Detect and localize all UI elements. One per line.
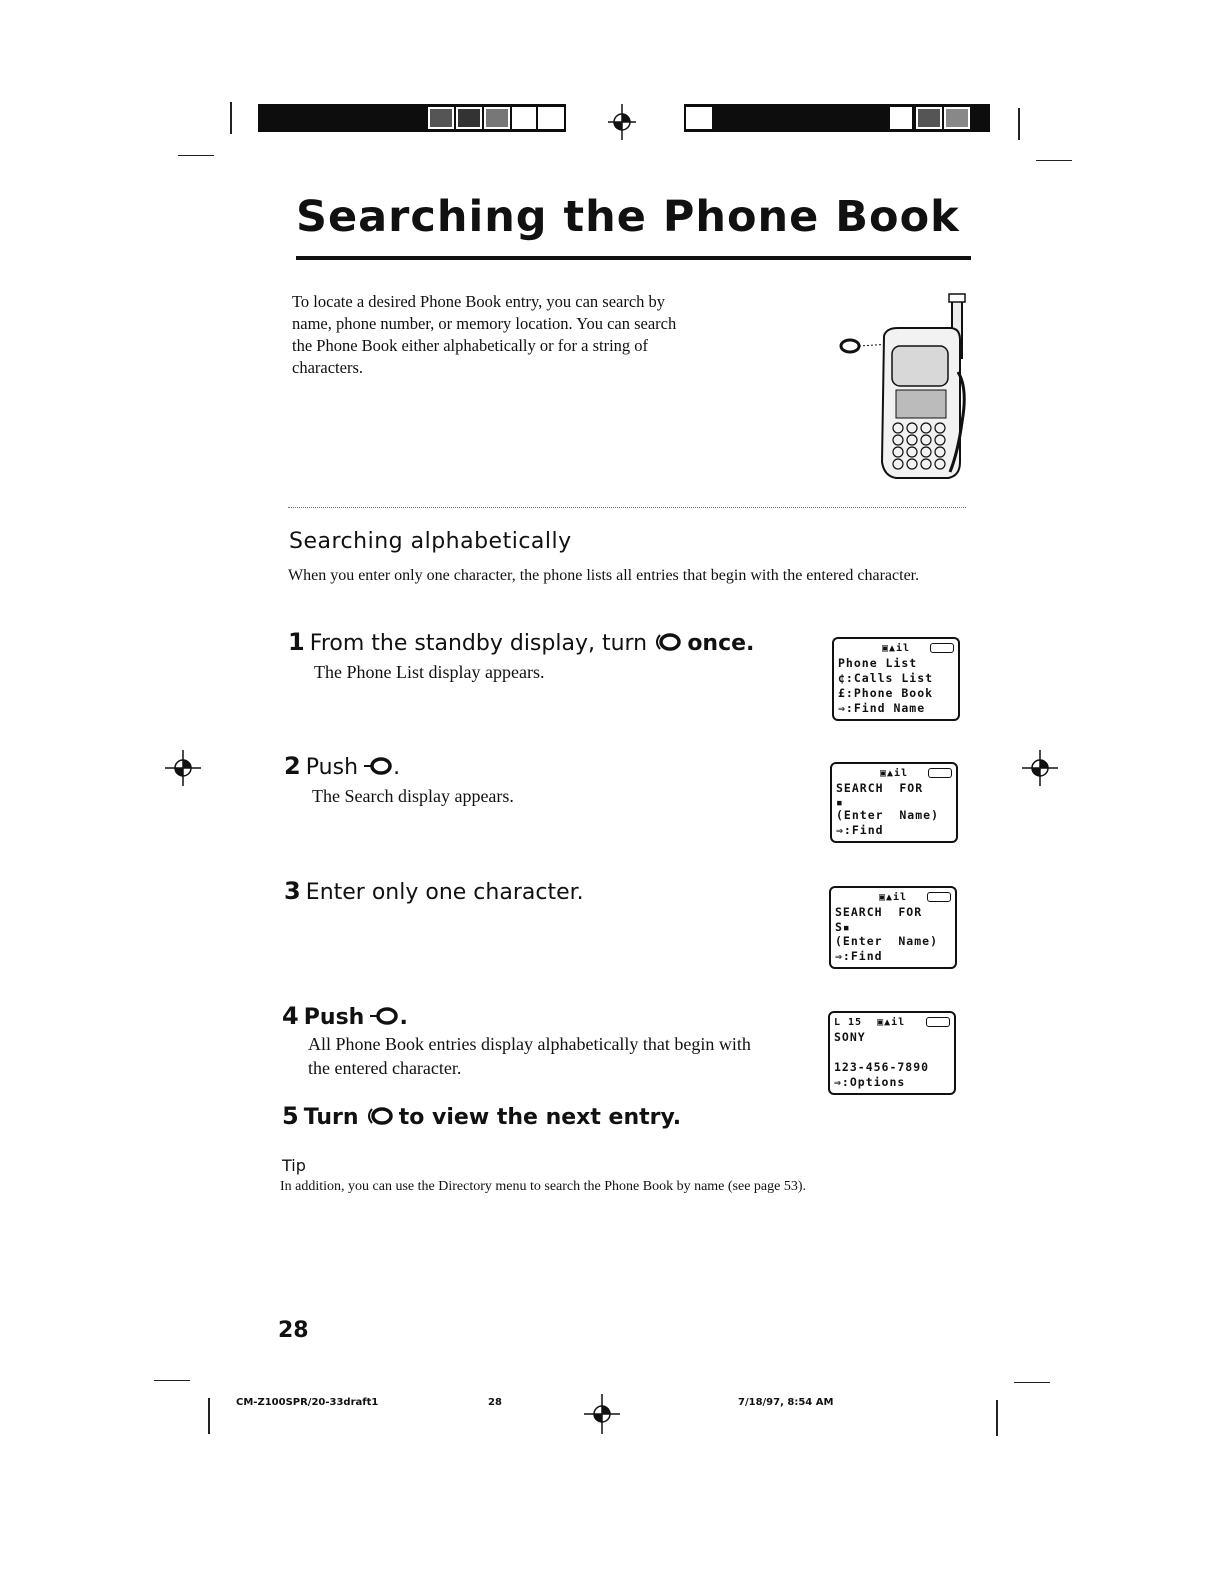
lcd-status-bar xyxy=(838,641,954,656)
crop-mark-bottom-left-vertical xyxy=(208,1398,210,1434)
registration-target-icon xyxy=(606,104,638,140)
lcd-line: SONY xyxy=(834,1030,866,1044)
registration-target-icon xyxy=(1022,750,1058,786)
registration-target-icon xyxy=(165,750,201,786)
memory-location: L 15 xyxy=(834,1017,863,1028)
step-instruction: Push xyxy=(303,1005,365,1030)
lcd-line: ⇒:Find xyxy=(836,823,884,837)
lcd-status-bar xyxy=(836,766,952,781)
step-instruction: Push xyxy=(305,755,359,780)
step-2-description: The Search display appears. xyxy=(312,786,514,806)
signal-icon: ▣▲il xyxy=(877,1017,906,1028)
lcd-line: ¢:Calls List xyxy=(838,671,934,685)
jog-dial-turn-icon xyxy=(652,632,682,652)
page-title: Searching the Phone Book xyxy=(296,192,960,242)
battery-icon xyxy=(930,643,954,653)
step-3 xyxy=(284,877,584,905)
lcd-line: Phone List xyxy=(838,656,918,670)
lcd-display-entry xyxy=(828,1011,956,1095)
lcd-line: ▪ xyxy=(836,796,844,808)
section-heading: Searching alphabetically xyxy=(289,529,572,554)
lcd-line xyxy=(834,1045,950,1060)
crop-mark-right-horizontal xyxy=(1036,160,1072,161)
lcd-status-bar xyxy=(835,890,951,905)
footer-page: 28 xyxy=(488,1397,502,1408)
step-4-description: All Phone Book entries display alphabetically that begin with the entered character. xyxy=(308,1034,751,1078)
lcd-line: SEARCH FOR xyxy=(836,781,924,795)
title-rule xyxy=(296,256,971,260)
battery-icon xyxy=(928,768,952,778)
jog-dial-push-icon xyxy=(369,1006,399,1026)
lcd-display-phone-list xyxy=(832,637,960,721)
step-instruction: Enter only one character. xyxy=(305,880,584,905)
step-2 xyxy=(284,752,400,780)
step-number: 3 xyxy=(284,877,301,905)
section-divider xyxy=(288,507,966,508)
lcd-line: 123-456-7890 xyxy=(834,1060,930,1074)
section-body: When you enter only one character, the phone lists all entries that begin with the entered character. xyxy=(288,567,920,584)
step-number: 5 xyxy=(282,1102,299,1130)
step-number: 1 xyxy=(288,628,305,656)
step-number: 2 xyxy=(284,752,301,780)
step-instruction-end: . xyxy=(393,755,401,780)
step-instruction-end: to view the next entry. xyxy=(398,1105,682,1130)
lcd-line: ⇒:Find xyxy=(835,949,883,963)
crop-mark-bottom-right-horizontal xyxy=(1014,1382,1050,1383)
jog-dial-push-icon xyxy=(363,756,393,776)
step-instruction: From the standby display, turn xyxy=(309,631,648,656)
lcd-line: £:Phone Book xyxy=(838,686,934,700)
step-5 xyxy=(282,1102,681,1130)
battery-icon xyxy=(927,892,951,902)
phone-illustration xyxy=(832,292,972,482)
lcd-display-search xyxy=(830,762,958,843)
tip-label: Tip xyxy=(282,1156,306,1175)
lcd-line: ⇒:Options xyxy=(834,1075,906,1089)
page-number: 28 xyxy=(278,1318,309,1343)
tip-body: In addition, you can use the Directory menu to search the Phone Book by name (see page 53). xyxy=(280,1179,807,1194)
lcd-display-search-entered xyxy=(829,886,957,969)
step-1-description: The Phone List display appears. xyxy=(314,662,545,682)
crop-mark-left-horizontal xyxy=(178,155,214,156)
crop-mark-bottom-left-horizontal xyxy=(154,1380,190,1381)
crop-mark-left-vertical xyxy=(230,102,232,134)
lcd-line: ⇒:Find Name xyxy=(838,701,926,715)
battery-icon xyxy=(926,1017,950,1027)
footer-file: CM-Z100SPR/20-33draft1 xyxy=(236,1397,379,1408)
jog-dial-turn-icon xyxy=(364,1106,394,1126)
step-instruction-end: . xyxy=(399,1005,408,1030)
step-1 xyxy=(288,628,754,656)
crop-mark-right-vertical xyxy=(1018,108,1020,140)
step-4 xyxy=(282,1002,408,1030)
lcd-line: S▪ xyxy=(835,920,851,934)
signal-icon: ▣▲il xyxy=(881,643,911,654)
jog-dial-callout-icon xyxy=(841,340,859,352)
lcd-line: SEARCH FOR xyxy=(835,905,923,919)
step-instruction: Turn xyxy=(303,1105,359,1130)
registration-bar-right xyxy=(684,104,990,132)
crop-mark-bottom-right-vertical xyxy=(996,1400,998,1436)
intro-paragraph: To locate a desired Phone Book entry, you can search by name, phone number, or memory location. You can search the Phone Book either alphabetically or for a string of characters. xyxy=(292,292,677,377)
lcd-status-bar xyxy=(834,1015,950,1030)
step-number: 4 xyxy=(282,1002,299,1030)
signal-icon: ▣▲il xyxy=(879,768,909,779)
lcd-line: (Enter Name) xyxy=(835,934,939,948)
footer-date: 7/18/97, 8:54 AM xyxy=(738,1397,834,1408)
signal-icon: ▣▲il xyxy=(878,892,908,903)
registration-target-icon xyxy=(584,1394,620,1434)
step-instruction-end: once. xyxy=(687,631,755,656)
registration-bar-left xyxy=(258,104,566,132)
lcd-line: (Enter Name) xyxy=(836,808,940,822)
